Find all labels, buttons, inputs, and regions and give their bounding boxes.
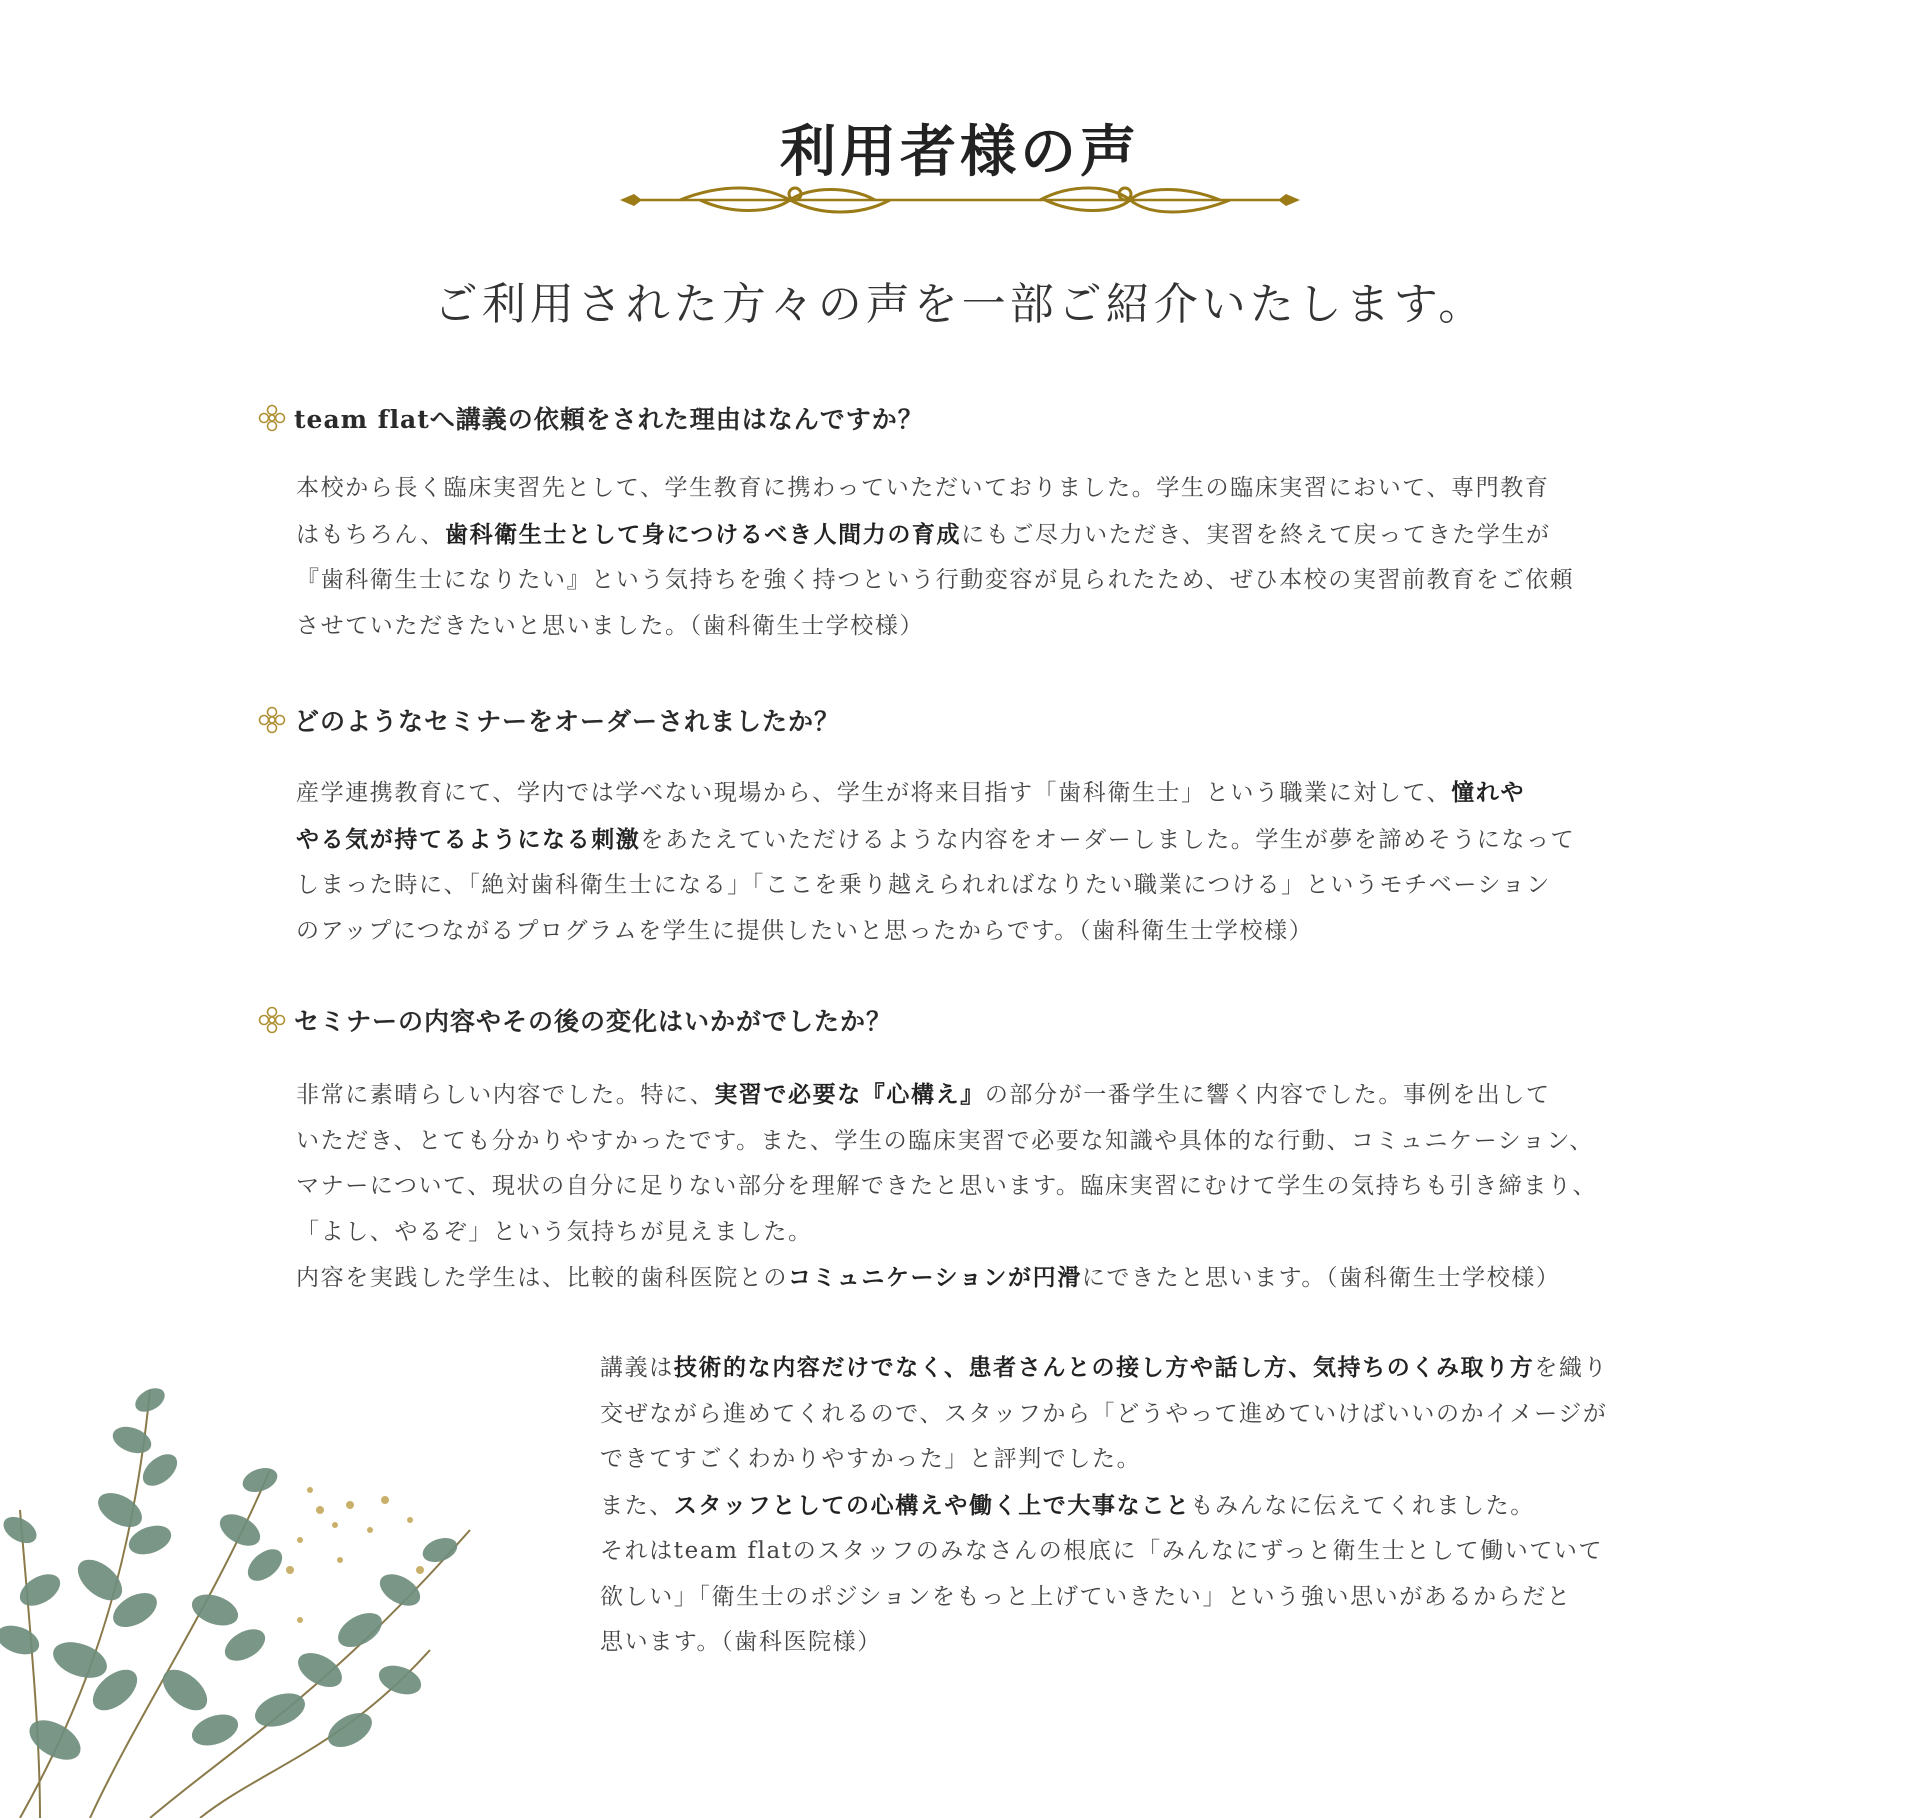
testimonial-answer [296, 770, 1686, 954]
answer-line [600, 1345, 1700, 1392]
body-text: にもご尽力いただき、実習を終えて戻ってきた学生が [961, 521, 1551, 548]
body-text: をあたえていただけるような内容をオーダーしました。学生が夢を諦めそうになって [640, 826, 1576, 853]
body-text: また、 [600, 1492, 674, 1519]
answer-line [296, 604, 1686, 650]
answer-line [296, 1072, 1686, 1119]
body-text: させていただきたいと思いました。（歯科衛生士学校様） [296, 612, 925, 639]
body-text: 内容を実践した学生は、比較的歯科医院との [296, 1265, 788, 1291]
testimonial-question [258, 700, 1698, 740]
body-text: 『歯科衛生士になりたい』という気持ちを強く持つという行動変容が見られたため、ぜひ本校の実習前教育をご依頼 [296, 567, 1575, 593]
answer-line [296, 558, 1686, 604]
section-title: 利用者様の声 [780, 119, 1140, 185]
body-text: 本校から長く臨床実習先として、学生教育に携わっていただいておりました。学生の臨床実習において、専門教育 [296, 475, 1550, 501]
body-text: の部分が一番学生に響く内容でした。事例を出して [984, 1082, 1551, 1108]
answer-line [600, 1575, 1700, 1621]
answer-line [600, 1483, 1700, 1530]
testimonial-question [258, 398, 1698, 438]
question-text: team flatへ講義の依頼をされた理由はなんですか？ [294, 405, 924, 434]
testimonial-answer [296, 1072, 1686, 1302]
emphasis-text: スタッフとしての心構えや働く上で大事なこと [673, 1491, 1191, 1519]
body-text: にできたと思います。（歯科衛生士学校様） [1081, 1265, 1561, 1291]
body-text: 非常に素晴らしい内容でした。特に、 [296, 1082, 715, 1108]
answer-line [296, 512, 1686, 559]
testimonial-block [258, 700, 1698, 954]
emphasis-text: やる気が持てるようになる刺激 [296, 825, 641, 853]
body-text: それはteam flatのスタッフのみなさんの根底に「みんなにずっと衛生士として働いていて [600, 1538, 1604, 1564]
eucalyptus-illustration [0, 1330, 500, 1818]
ornament-flower-icon [258, 404, 286, 432]
body-text: しまった時に、「絶対歯科衛生士になる」「ここを乗り越えられればなりたい職業につける」というモチベーション [296, 872, 1551, 898]
clinic-testimonial [600, 1345, 1700, 1666]
answer-line [600, 1529, 1700, 1575]
answer-line [296, 770, 1686, 817]
ornament-flower-icon [258, 706, 286, 734]
body-text: を織り [1534, 1355, 1609, 1381]
emphasis-text: 憧れや [1451, 779, 1526, 806]
emphasis-text: コミュニケーションが円滑 [788, 1264, 1082, 1291]
body-text: マナーについて、現状の自分に足りない部分を理解できたと思います。臨床実習にむけて学生の気持ちも引き締まり、 [296, 1173, 1598, 1199]
testimonial-answer [296, 466, 1686, 649]
emphasis-text: 実習で必要な『心構え』 [714, 1081, 985, 1108]
answer-line [600, 1620, 1700, 1666]
body-text: 講義は [600, 1355, 674, 1381]
answer-line [296, 817, 1686, 864]
question-text: どのようなセミナーをオーダーされましたか？ [294, 707, 841, 736]
answer-line [296, 909, 1686, 955]
body-text: いただき、とても分かりやすかったです。また、学生の臨床実習で必要な知識や具体的な行動、コミュニケーション、 [296, 1127, 1594, 1154]
testimonial-question [258, 1000, 1698, 1040]
emphasis-text: 歯科衛生士として身につけるべき人間力の育成 [444, 520, 962, 548]
answer-line [296, 863, 1686, 909]
ornament-flower-icon [258, 1006, 286, 1034]
answer-line [296, 466, 1686, 512]
gold-ornament-divider [620, 178, 1300, 222]
body-text: のアップにつながるプログラムを学生に提供したいと思ったからです。（歯科衛生士学校様） [296, 917, 1314, 944]
body-text: 交ぜながら進めてくれるので、スタッフから「どうやって進めていけばいいのかイメージが [600, 1400, 1608, 1427]
body-text: はもちろん、 [296, 521, 445, 548]
answer-line [296, 1255, 1686, 1302]
body-text: 「よし、やるぞ」という気持ちが見えました。 [296, 1218, 813, 1245]
section-subtitle: ご利用された方々の声を一部ご紹介いたします。 [433, 279, 1487, 330]
emphasis-text: 技術的な内容だけでなく、患者さんとの接し方や話し方、気持ちのくみ取り方 [673, 1354, 1535, 1381]
body-text: 思います。（歯科医院様） [600, 1629, 882, 1655]
answer-line [296, 1210, 1686, 1256]
answer-line [600, 1392, 1700, 1438]
body-text: 産学連携教育にて、学内では学べない現場から、学生が将来目指す「歯科衛生士」という職業に対して、 [296, 780, 1452, 806]
answer-line [296, 1164, 1686, 1210]
body-text: もみんなに伝えてくれました。 [1190, 1492, 1535, 1519]
answer-line [296, 1119, 1686, 1165]
body-text: できてすごくわかりやすかった」と評判でした。 [600, 1446, 1142, 1472]
question-text: セミナーの内容やその後の変化はいかがでしたか？ [294, 1007, 893, 1036]
answer-line [600, 1437, 1700, 1483]
body-text: 欲しい」「衛生士のポジションをもっと上げていきたい」という強い思いがあるからだと [600, 1583, 1572, 1610]
testimonial-block [258, 398, 1698, 649]
testimonial-block [258, 1000, 1698, 1302]
